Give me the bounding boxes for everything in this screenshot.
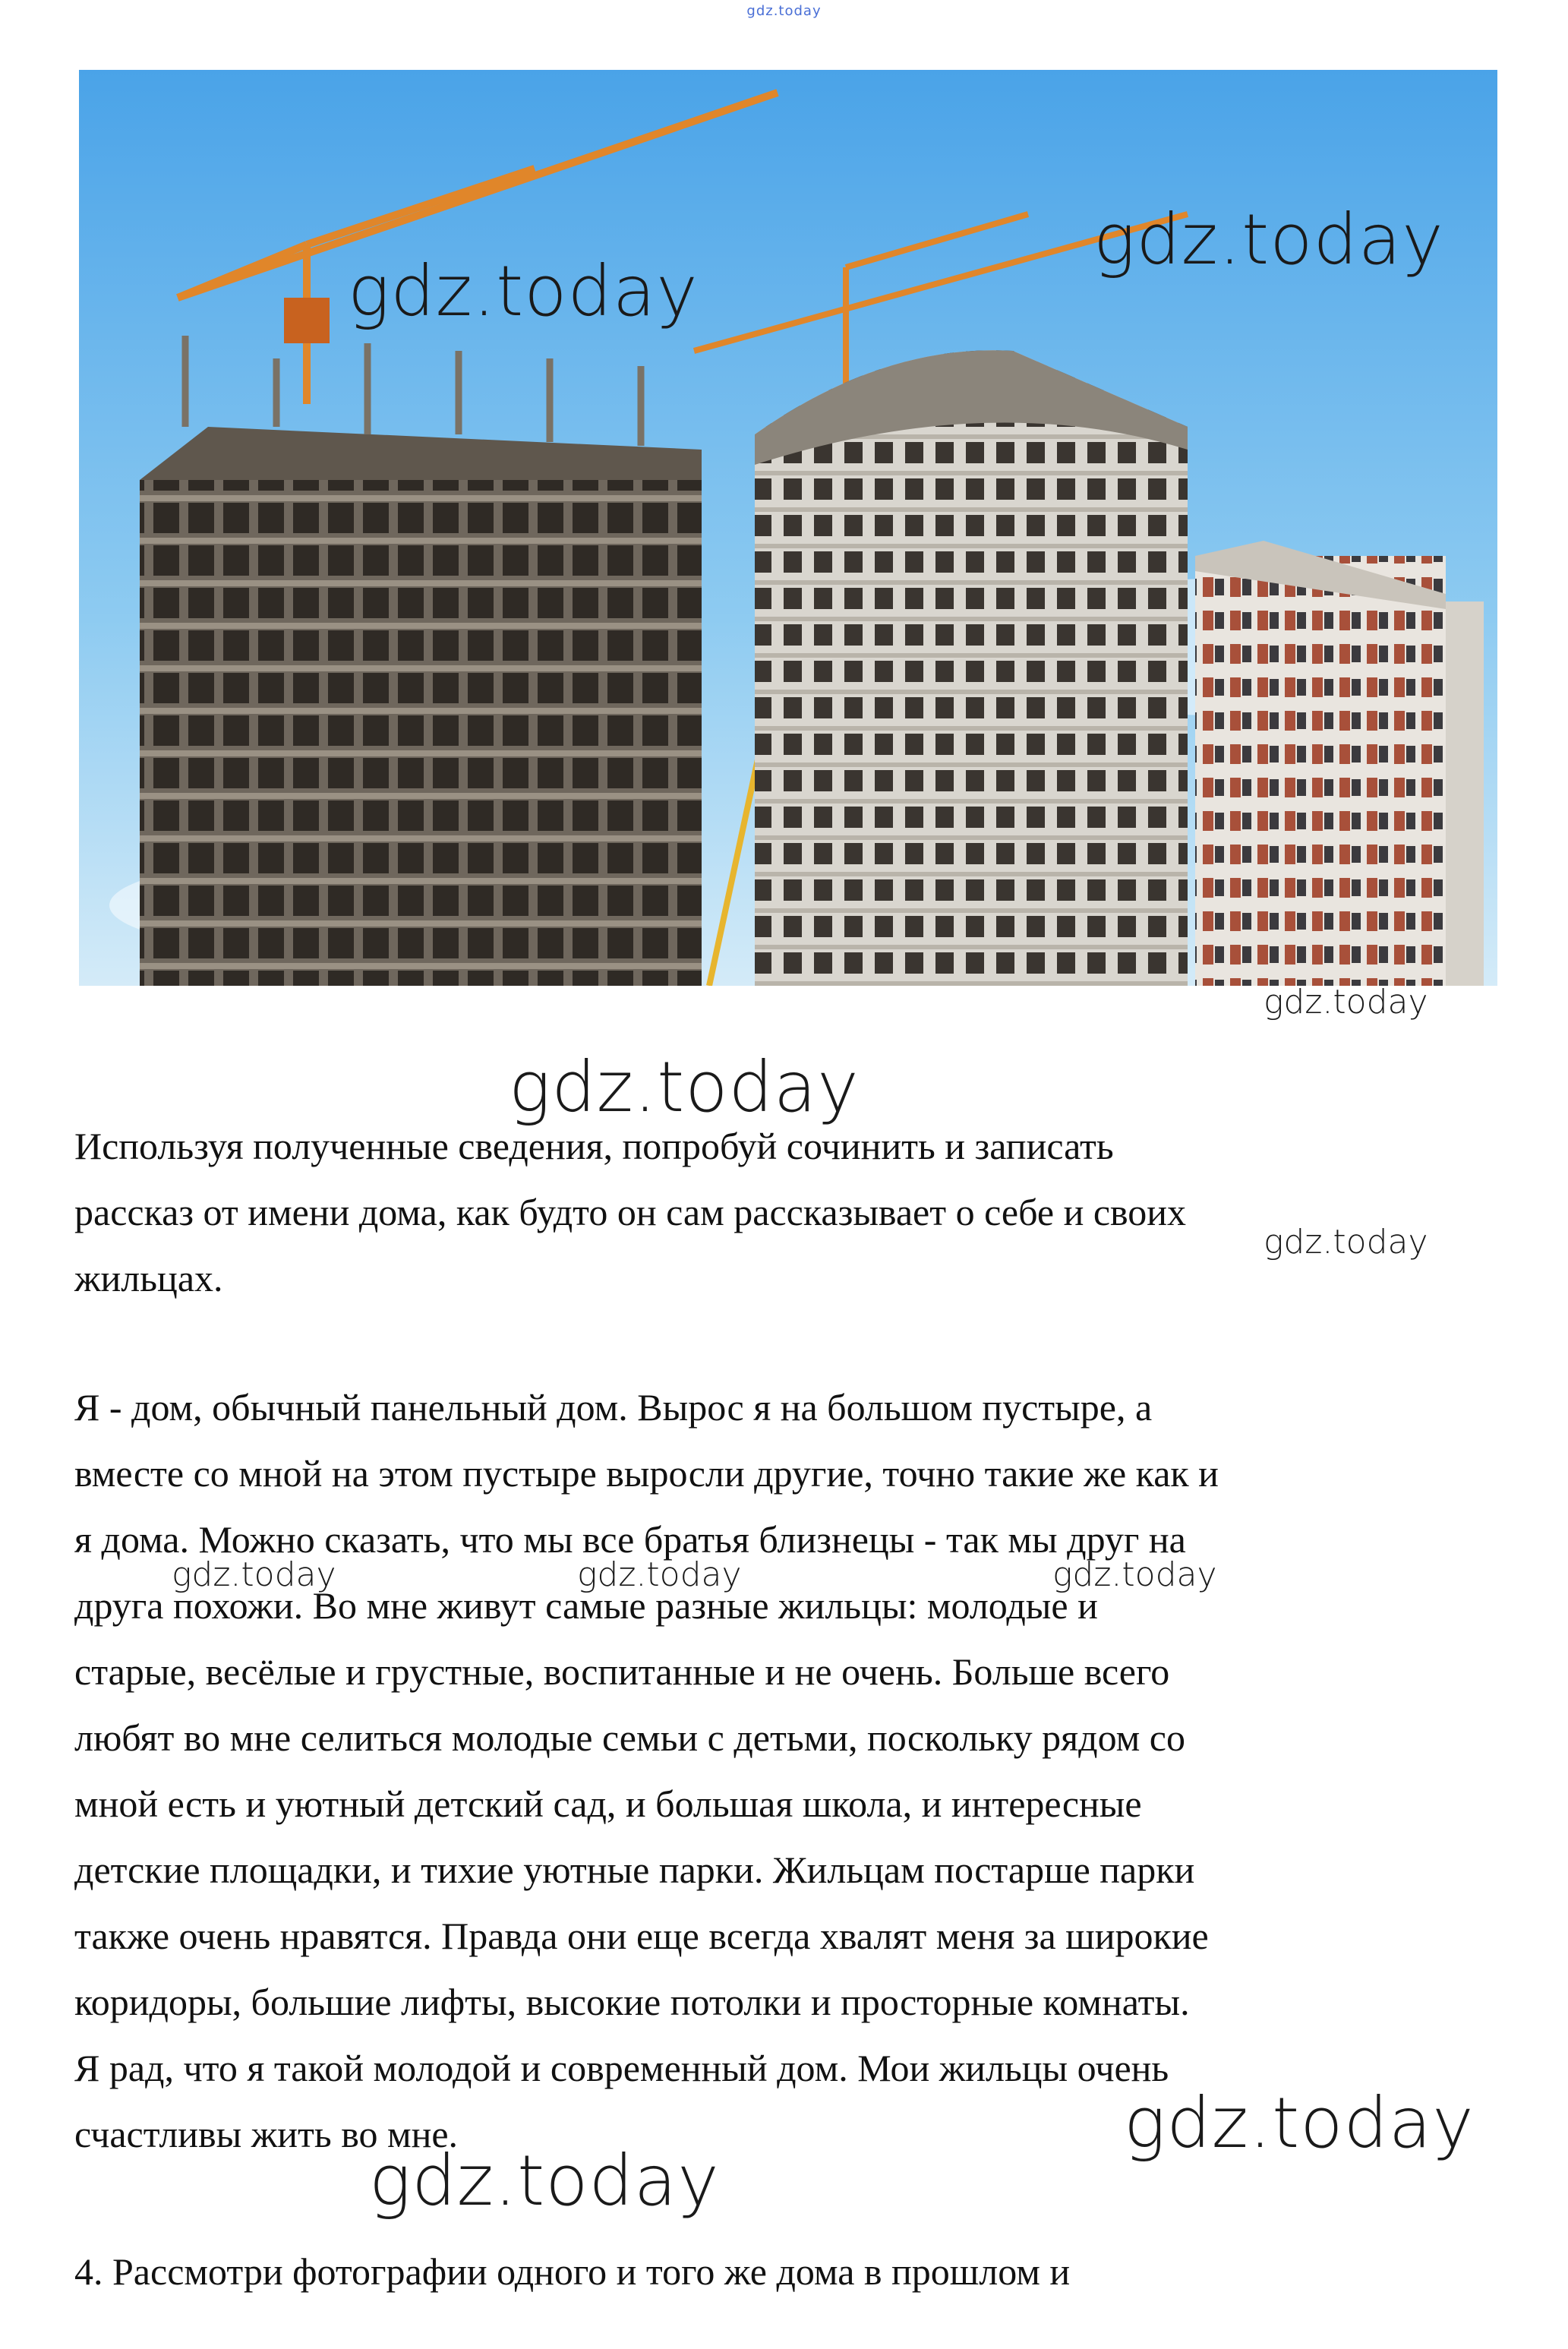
story-line: Я - дом, обычный панельный дом. Вырос я на большом пустыре, а [74, 1386, 1153, 1429]
story-line: я дома. Можно сказать, что мы все братья близнецы - так мы друг на [74, 1518, 1186, 1561]
building-middle [755, 350, 1188, 986]
story-paragraph [74, 1375, 1487, 2167]
building-right [1195, 541, 1484, 986]
task-line: жильцах. [74, 1257, 223, 1299]
task-line: рассказ от имени дома, как будто он сам рассказывает о себе и своих [74, 1191, 1187, 1233]
story-line: любят во мне селиться молодые семьи с детьми, поскольку рядом со [74, 1716, 1185, 1759]
story-line: мной есть и уютный детский сад, и большая школа, и интересные [74, 1782, 1142, 1825]
watermark-photo-right: gdz.today [1093, 199, 1444, 280]
crane-left-cab [284, 298, 330, 343]
watermark-photo-left: gdz.today [348, 251, 699, 332]
watermark-below-photo: gdz.today [1264, 983, 1428, 1021]
story-line: также очень нравятся. Правда они еще всегда хвалят меня за широкие [74, 1915, 1209, 1957]
story-line: друга похожи. Во мне живут самые разные жильцы: молодые и [74, 1584, 1098, 1627]
story-line: Я рад, что я такой молодой и современный дом. Мои жильцы очень [74, 2047, 1169, 2089]
story-line: счастливы жить во мне. [74, 2113, 459, 2155]
watermark-bottom-left: gdz.today [369, 2140, 720, 2221]
watermark-big-center: gdz.today [509, 1047, 860, 1128]
story-line: детские площадки, и тихие уютные парки. Жильцам постарше парки [74, 1849, 1195, 1891]
watermark-row-3: gdz.today [1052, 1555, 1217, 1594]
next-task-line: 4. Рассмотри фотографии одного и того же дома в прошлом и [74, 2250, 1071, 2293]
task-paragraph [74, 1113, 1487, 1312]
story-line: коридоры, большие лифты, высокие потолки и просторные комнаты. [74, 1981, 1190, 2023]
watermark-after-task: gdz.today [1264, 1223, 1428, 1261]
site-mark: gdz.today [746, 3, 822, 19]
task-line: Используя полученные сведения, попробуй сочинить и записать [74, 1125, 1114, 1167]
story-line: старые, весёлые и грустные, воспитанные и не очень. Больше всего [74, 1650, 1170, 1693]
story-line: вместе со мной на этом пустыре выросли другие, точно такие же как и [74, 1452, 1219, 1495]
watermark-bottom-right: gdz.today [1124, 2082, 1475, 2164]
watermark-row-1: gdz.today [172, 1555, 336, 1594]
watermark-row-2: gdz.today [577, 1555, 742, 1594]
